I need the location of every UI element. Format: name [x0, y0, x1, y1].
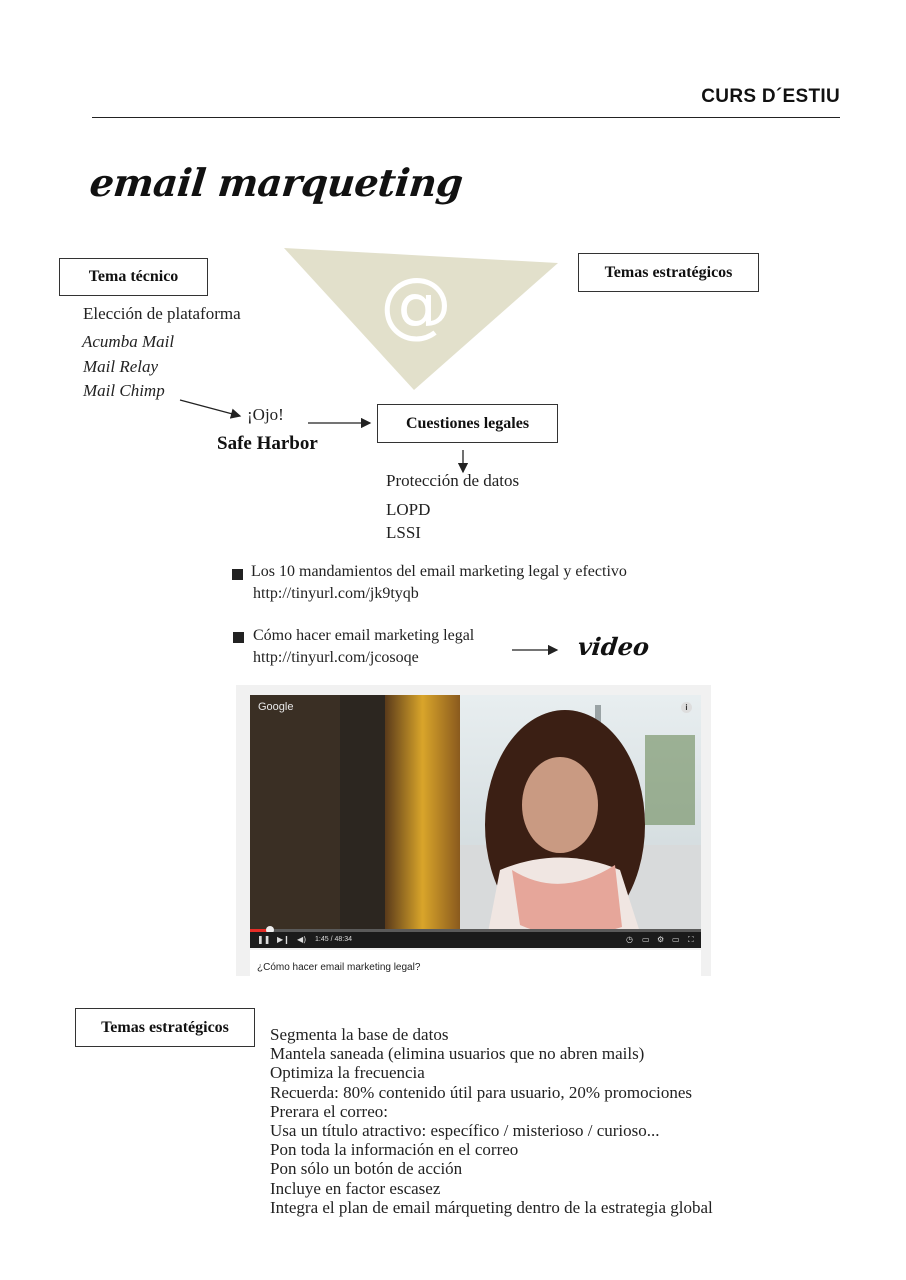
proteccion-datos: Protección de datos [386, 471, 520, 490]
settings-gear-icon[interactable]: ⚙ [657, 935, 665, 944]
list-item: Recuerda: 80% contenido útil para usuario, 20% promociones [270, 1082, 693, 1102]
pause-icon[interactable]: ❚❚ [257, 935, 271, 944]
google-brand-label: Google [258, 701, 294, 713]
fullscreen-icon[interactable]: ⛶ [688, 935, 694, 944]
list-item: Pon sólo un botón de acción [270, 1159, 463, 1179]
link-url-2[interactable]: http://tinyurl.com/jcosoqe [253, 649, 419, 666]
platform-item-mailchimp: Mail Chimp [83, 381, 165, 400]
tema-tecnico-box: Tema técnico [59, 258, 208, 296]
list-item: Segmenta la base de datos [270, 1025, 449, 1044]
temas-estrategicos-box-bottom: Temas estratégicos [75, 1008, 255, 1047]
video-time: 1:45 / 48:34 [315, 936, 352, 943]
theater-mode-icon[interactable]: ▭ [672, 935, 680, 944]
volume-icon[interactable]: ◀) [297, 935, 307, 944]
bullet-square-icon [232, 569, 243, 580]
video-scene-image [250, 695, 701, 948]
next-icon[interactable]: ▶❙ [277, 935, 290, 944]
list-item: Incluye en factor escasez [270, 1178, 441, 1198]
law-lopd: LOPD [386, 500, 431, 519]
ojo-label: ¡Ojo! [247, 405, 284, 424]
header-divider [92, 117, 840, 118]
temas-estrategicos-box-top: Temas estratégicos [578, 253, 759, 292]
cuestiones-legales-box: Cuestiones legales [377, 404, 558, 443]
list-item: Mantela saneada (elimina usuarios que no abren mails) [270, 1044, 645, 1064]
list-item: Integra el plan de email márqueting dentro de la estrategia global [270, 1197, 713, 1217]
arrow-to-ojo [180, 400, 240, 416]
captions-icon[interactable]: ▭ [642, 935, 650, 944]
at-symbol: @ [380, 262, 452, 346]
list-item: Usa un título atractivo: específico / misterioso / curioso... [270, 1121, 660, 1141]
link-url-1[interactable]: http://tinyurl.com/jk9tyqb [253, 585, 419, 602]
video-caption[interactable]: ¿Cómo hacer email marketing legal? [257, 962, 421, 973]
safe-harbor-label: Safe Harbor [217, 433, 318, 454]
video-label: video [576, 632, 651, 661]
law-lssi: LSSI [386, 523, 421, 542]
link-title-1: Los 10 mandamientos del email marketing legal y efectivo [251, 563, 627, 580]
link-title-2: Cómo hacer email marketing legal [253, 627, 475, 644]
list-item: Prerara el correo: [270, 1101, 388, 1121]
list-item: Pon toda la información en el correo [270, 1140, 519, 1160]
bullet-square-icon [233, 632, 244, 643]
platform-item-mailrelay: Mail Relay [83, 357, 159, 376]
video-player[interactable] [250, 695, 701, 948]
platform-item-acumba: Acumba Mail [82, 332, 175, 351]
strategies-list [270, 1025, 713, 1217]
page-title: email marqueting [87, 160, 465, 205]
info-icon[interactable]: i [681, 702, 692, 713]
watch-later-icon[interactable]: ◷ [626, 935, 633, 944]
header-title: CURS D´ESTIU [701, 86, 840, 107]
platform-heading: Elección de plataforma [83, 304, 241, 323]
list-item: Optimiza la frecuencia [270, 1063, 425, 1083]
